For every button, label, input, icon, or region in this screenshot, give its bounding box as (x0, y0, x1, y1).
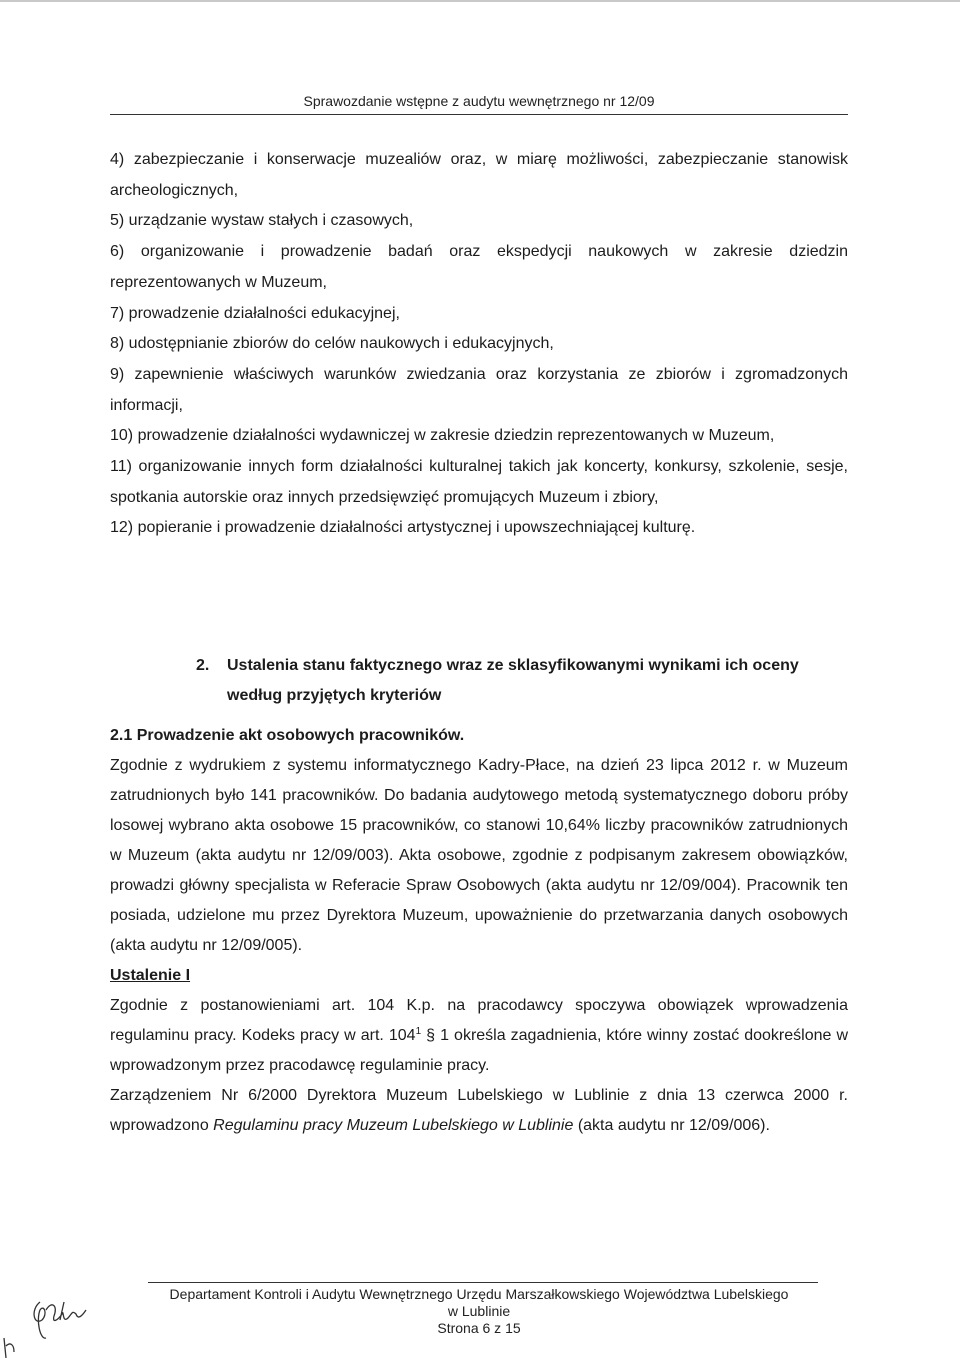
footer-department: Departament Kontroli i Audytu Wewnętrznego Urzędu Marszałkowskiego Województwa Lubelskiego (169, 1286, 789, 1302)
footer-city: w Lublinie (447, 1303, 511, 1319)
finding-p2-text: Zarządzeniem Nr 6/2000 Dyrektora Muzeum Lubelskiego w Lublinie z dnia 13 czerwca 2000 r. wprowadzono (110, 1087, 848, 1134)
list-item: 4) zabezpieczanie i konserwacje muzealiów oraz, w miarę możliwości, zabezpieczanie stanowisk archeologicznych, (110, 151, 848, 199)
page-header: Sprawozdanie wstępne z audytu wewnętrznego nr 12/09 (303, 93, 655, 109)
list-item: 7) prowadzenie działalności edukacyjnej, (110, 304, 400, 322)
footer-divider (148, 1282, 818, 1283)
header-divider (110, 114, 848, 115)
page-footer (110, 1286, 848, 1337)
section-2-number: 2. (196, 657, 210, 674)
finding-p1-superscript: 1 (415, 1026, 422, 1037)
finding-p2-text-cont: (akta audytu nr 12/09/006). (573, 1117, 770, 1134)
finding-paragraph-2 (110, 1081, 848, 1141)
tasks-list (110, 145, 848, 544)
list-item: 5) urządzanie wystaw stałych i czasowych, (110, 212, 414, 230)
finding-paragraph-1 (110, 991, 848, 1081)
list-item: 11) organizowanie innych form działalności kulturalnej takich jak koncerty, konkursy, szkolenie, sesje, spotkania autorskie oraz innych przedsięwzięć promujących Muzeum i zbiory, (110, 458, 848, 506)
findings-section (110, 651, 848, 1141)
scan-edge (0, 0, 960, 2)
list-item: 9) zapewnienie właściwych warunków zwiedzania oraz korzystania ze zbiorów i zgromadzonych informacji, (110, 365, 848, 414)
list-item: 10) prowadzenie działalności wydawniczej w zakresie dziedzin reprezentowanych w Muzeum, (110, 427, 775, 445)
section-2-1-heading: 2.1 Prowadzenie akt osobowych pracowników. (110, 727, 465, 744)
finding-p1-text: Zgodnie z postanowieniami art. 104 K.p. na pracodawcy spoczywa obowiązek wprowadzenia regulaminu pracy. Kodeks pracy w art. 104 (110, 997, 848, 1044)
section-2-1-paragraph: Zgodnie z wydrukiem z systemu informatycznego Kadry-Płace, na dzień 23 lipca 2012 r. w Muzeum zatrudnionych było 141 pracowników. Do badania audytowego metodą systematycznego doboru próby losowej wybrano akta osobowe 15 pracowników, co stanowi 10,64% liczby pracowników zatrudnionych w Muzeum (akta audytu nr 12/09/003). Akta osobowe, zgodnie z podpisanym zakresem obowiązków, prowadzi główny specjalista w Referacie Spraw Osobowych (akta audytu nr 12/09/004). Pracownik ten posiada, udzielone mu przez Dyrektora Muzeum, upoważnienie do przetwarzania danych osobowych (akta audytu nr 12/09/005). (110, 757, 848, 954)
section-2-title: Ustalenia stanu faktycznego wraz ze sklasyfikowanymi wynikami ich oceny według przyjętych kryteriów (227, 657, 799, 704)
list-item: 8) udostępnianie zbiorów do celów naukowych i edukacyjnych, (110, 335, 554, 353)
list-item: 6) organizowanie i prowadzenie badań oraz ekspedycji naukowych w zakresie dziedzin reprezentowanych w Muzeum, (110, 243, 848, 291)
regulation-title: Regulaminu pracy Muzeum Lubelskiego w Lublinie (213, 1117, 574, 1134)
handwritten-signature (0, 1280, 140, 1358)
page-number: Strona 6 z 15 (437, 1320, 521, 1336)
finding-p1-text-cont: § 1 określa zagadnienia, które winny zostać dookreślone w wprowadzonym przez pracodawcę regulaminie pracy. (110, 1027, 848, 1074)
finding-label: Ustalenie I (110, 967, 191, 984)
list-item: 12) popieranie i prowadzenie działalności artystycznej i upowszechniającej kulturę. (110, 519, 696, 537)
section-2-heading (110, 651, 848, 711)
